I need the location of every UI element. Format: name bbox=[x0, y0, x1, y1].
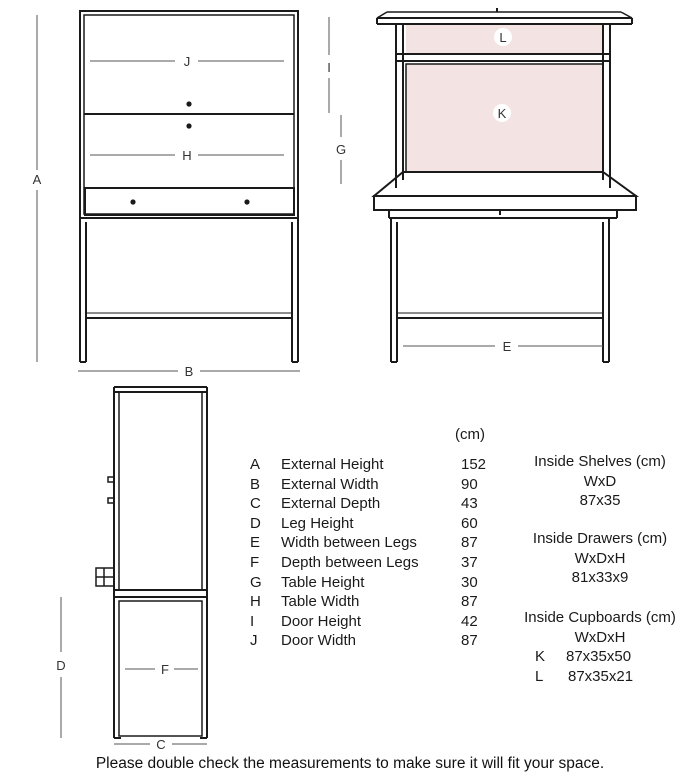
inside-drawers-format: WxDxH bbox=[574, 549, 626, 567]
row-letter: D bbox=[250, 514, 261, 532]
unit-header: (cm) bbox=[455, 426, 485, 443]
inside-cupboards-format: WxDxH bbox=[574, 628, 626, 646]
inside-cupboards-title: Inside Cupboards (cm) bbox=[524, 609, 676, 626]
row-letter: J bbox=[250, 632, 258, 650]
dimension-values-column bbox=[461, 455, 486, 651]
inside-drawers bbox=[515, 529, 685, 588]
row-letter: F bbox=[250, 553, 260, 571]
front-view-open bbox=[374, 8, 636, 362]
row-label: External Width bbox=[281, 475, 379, 493]
row-value: 87 bbox=[461, 593, 478, 611]
row-letter: C bbox=[250, 495, 261, 513]
row-label: Leg Height bbox=[281, 514, 354, 532]
inside-shelves-title: Inside Shelves (cm) bbox=[534, 453, 666, 470]
dim-label-a: A bbox=[32, 172, 42, 187]
row-letter: I bbox=[250, 612, 255, 630]
row-label: Door Height bbox=[281, 612, 362, 630]
label-l: L bbox=[499, 30, 507, 45]
inside-shelves-format: WxD bbox=[583, 472, 617, 490]
cupboard-k-value: 87x35x50 bbox=[566, 648, 632, 665]
cupboard-k-letter: K bbox=[535, 648, 546, 665]
dim-label-c: C bbox=[156, 737, 166, 752]
row-value: 152 bbox=[461, 456, 487, 473]
row-letter: A bbox=[250, 456, 261, 473]
knob bbox=[186, 123, 191, 128]
inside-shelves-value: 87x35 bbox=[579, 492, 621, 510]
inside-shelves bbox=[515, 452, 685, 511]
knob bbox=[244, 199, 249, 204]
row-label: External Height bbox=[281, 456, 384, 473]
row-label: Table Height bbox=[281, 573, 365, 591]
drawer-front bbox=[85, 188, 294, 215]
label-k: K bbox=[497, 106, 507, 121]
dim-label-b: B bbox=[184, 364, 194, 379]
row-letter: E bbox=[250, 534, 261, 552]
row-value: 37 bbox=[461, 553, 478, 571]
inside-cupboards bbox=[512, 608, 688, 647]
desk-flap bbox=[374, 196, 636, 210]
row-value: 90 bbox=[461, 475, 478, 493]
cupboard-l-value: 87x35x21 bbox=[568, 668, 634, 685]
dim-label-i: I bbox=[327, 60, 331, 75]
row-letter: G bbox=[250, 573, 262, 591]
cupboard-l-letter: L bbox=[535, 668, 544, 685]
row-label: Depth between Legs bbox=[281, 553, 419, 571]
dim-label-j: J bbox=[183, 54, 191, 69]
dim-label-d: D bbox=[56, 658, 66, 673]
knob bbox=[186, 101, 191, 106]
dim-label-h: H bbox=[182, 148, 192, 163]
dim-label-g: G bbox=[335, 142, 347, 157]
row-value: 43 bbox=[461, 495, 478, 513]
row-label: Width between Legs bbox=[281, 534, 417, 552]
dim-label-f: F bbox=[161, 662, 169, 677]
inside-drawers-title: Inside Drawers (cm) bbox=[532, 530, 668, 547]
side-dimensions bbox=[61, 597, 207, 744]
row-value: 87 bbox=[461, 534, 478, 552]
row-letter: B bbox=[250, 475, 261, 493]
side-view bbox=[96, 387, 207, 738]
row-label: Door Width bbox=[281, 632, 357, 650]
row-value: 30 bbox=[461, 573, 478, 591]
dim-label-e: E bbox=[502, 339, 512, 354]
dimension-labels-column bbox=[281, 455, 419, 651]
row-value: 87 bbox=[461, 632, 478, 650]
knob bbox=[130, 199, 135, 204]
dimension-letters-column bbox=[250, 455, 262, 651]
row-value: 42 bbox=[461, 612, 478, 630]
row-label: Table Width bbox=[281, 593, 360, 611]
row-letter: H bbox=[250, 593, 261, 611]
footer-note: Please double check the measurements to make sure it will fit your space. bbox=[95, 755, 605, 772]
desk-flap-top bbox=[374, 172, 636, 196]
inside-drawers-value: 81x33x9 bbox=[571, 569, 629, 587]
row-label: External Depth bbox=[281, 495, 381, 513]
row-value: 60 bbox=[461, 514, 478, 532]
